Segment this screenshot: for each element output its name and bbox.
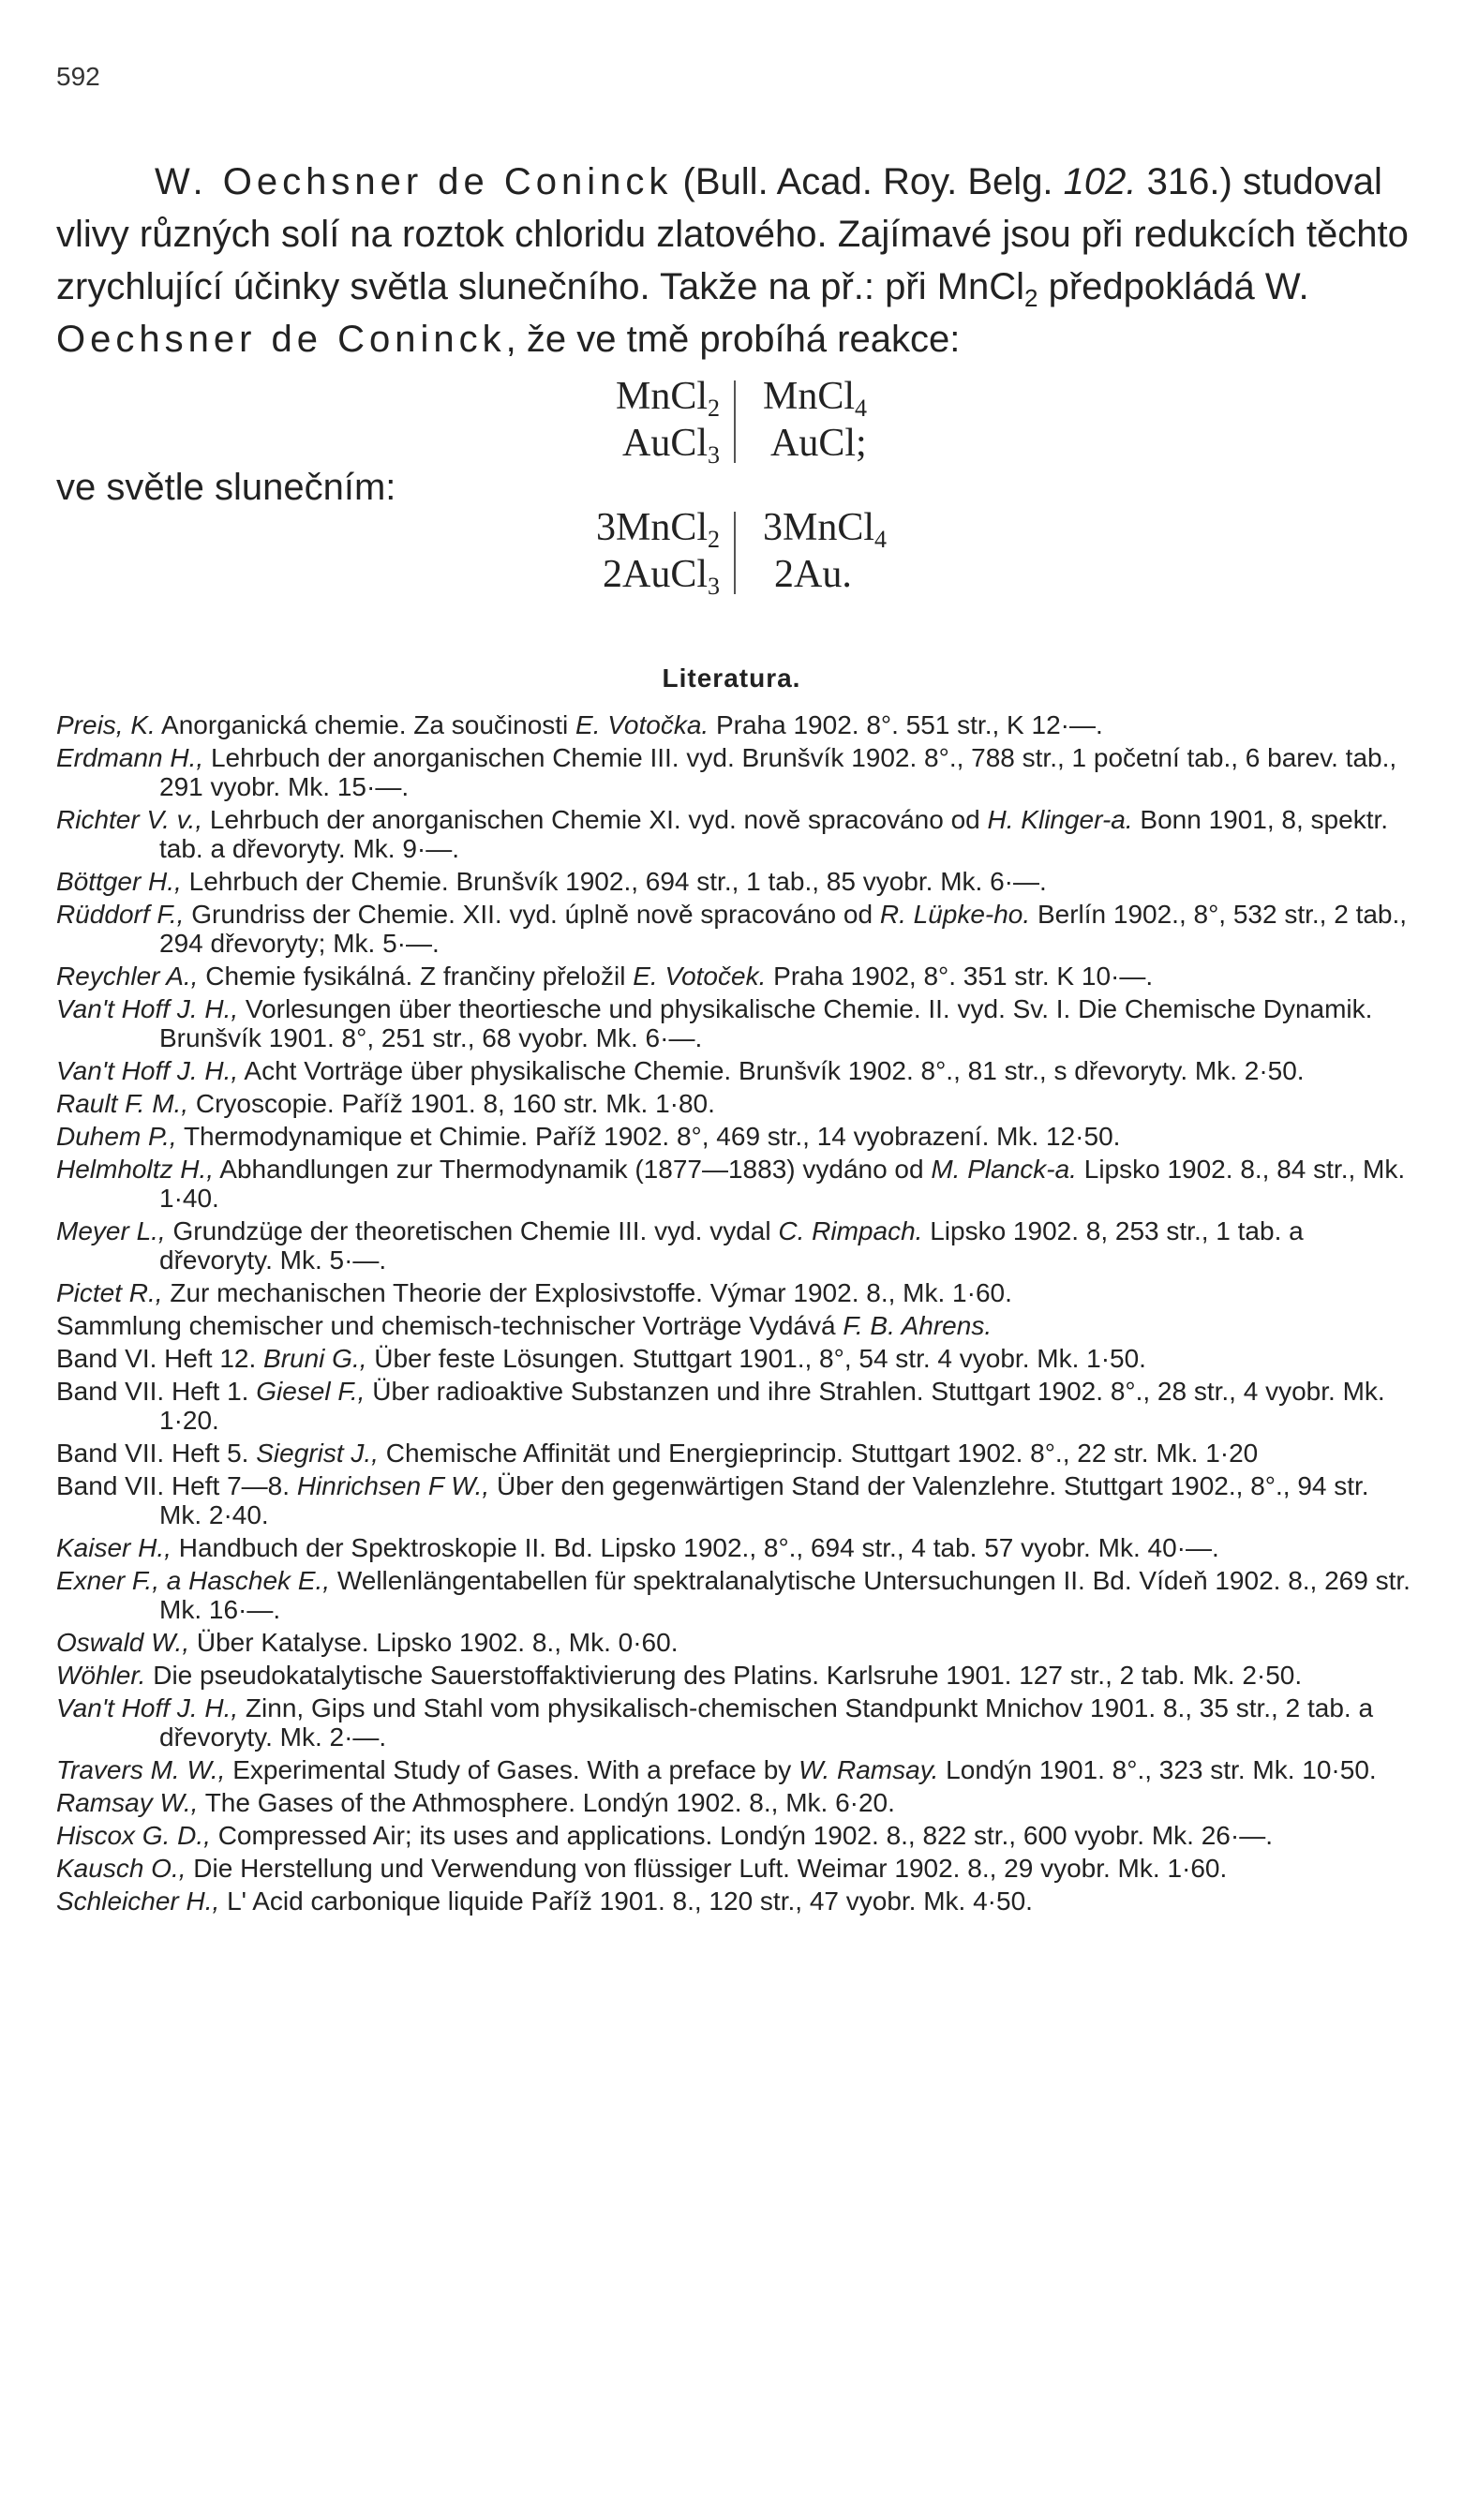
reference-text-cont: Über den gegenwärtigen Stand der Valenzlehre. Stuttgart 1902., 8°., 94 str. Mk. 2·40.	[159, 1471, 1369, 1529]
reference-author: Duhem P.,	[56, 1122, 177, 1151]
author-name: Oechsner de Coninck	[56, 319, 506, 360]
reference-entry	[56, 805, 1415, 863]
reference-author: Schleicher H.,	[56, 1886, 220, 1916]
reference-entry	[56, 1628, 1415, 1657]
reference-entry	[56, 1886, 1415, 1916]
reference-italic: Giesel F.,	[256, 1377, 366, 1406]
reference-entry	[56, 1439, 1415, 1468]
reference-entry	[56, 1755, 1415, 1784]
reference-italic: M. Planck-a.	[931, 1155, 1077, 1184]
reference-text: Lehrbuch der anorganischen Chemie III. vyd. Brunšvík 1902. 8°., 788 str., 1 početní tab., 6 barev. tab., 291 vyobr. Mk. 15·—.	[159, 743, 1397, 801]
reference-author: Böttger H.,	[56, 867, 182, 896]
reference-text: The Gases of the Athmosphere. Londýn 1902. 8., Mk. 6·20.	[198, 1788, 895, 1817]
citation-page: 316.)	[1136, 161, 1232, 202]
reference-italic: R. Lüpke-ho.	[879, 900, 1031, 929]
reference-text: Die pseudokatalytische Sauerstoffaktivierung des Platins. Karlsruhe 1901. 127 str., 2 tab. Mk. 2·50.	[145, 1661, 1303, 1690]
reference-italic: Siegrist J.,	[256, 1439, 379, 1468]
reference-author: Richter V. v.,	[56, 805, 203, 834]
reference-entry	[56, 1311, 1415, 1340]
reaction-divider	[734, 380, 736, 463]
reference-author: Kaiser H.,	[56, 1533, 172, 1562]
reference-italic: H. Klinger-a.	[987, 805, 1133, 834]
formula-right-1: MnCl$_4$	[763, 375, 868, 422]
reference-entry	[56, 1854, 1415, 1883]
sunlight-label: ve světle slunečním:	[56, 467, 396, 508]
reference-entry	[56, 1533, 1415, 1562]
reference-entry	[56, 743, 1415, 801]
reference-text-cont: Praha 1902. 8°. 551 str., K 12·—.	[709, 710, 1103, 739]
reference-author: Erdmann H.,	[56, 743, 204, 772]
reference-entry	[56, 1278, 1415, 1307]
reference-entry	[56, 1056, 1415, 1085]
reference-author: Rault F. M.,	[56, 1089, 189, 1118]
citation-text: (Bull. Acad. Roy. Belg.	[682, 161, 1064, 202]
reference-italic: W. Ramsay.	[799, 1755, 939, 1784]
reference-entry	[56, 900, 1415, 958]
reference-author: Hiscox G. D.,	[56, 1821, 211, 1850]
reference-text: Grundzüge der theoretischen Chemie III. vyd. vydal	[165, 1216, 779, 1245]
reference-entry	[56, 1788, 1415, 1817]
formula-left-2: 2AuCl$_3$	[602, 553, 720, 600]
reference-entry	[56, 994, 1415, 1052]
reference-text-cont: Praha 1902, 8°. 351 str. K 10·—.	[766, 962, 1154, 991]
reference-text: Handbuch der Spektroskopie II. Bd. Lipsko 1902., 8°., 694 str., 4 tab. 57 vyobr. Mk. 40·—.	[171, 1533, 1219, 1562]
reference-text: Experimental Study of Gases. With a preface by	[225, 1755, 799, 1784]
reference-text: Wellenlängentabellen für spektralanalytische Untersuchungen II. Bd. Vídeň 1902. 8., 269 str. Mk. 16·—.	[159, 1566, 1411, 1624]
literature-heading: Literatura.	[662, 664, 801, 693]
reference-text-cont: Lipsko 1902. 8, 253 str., 1 tab. a dřevoryty. Mk. 5·—.	[159, 1216, 1304, 1275]
reference-author: Van't Hoff J. H.,	[56, 1056, 239, 1085]
reference-text: Thermodynamique et Chimie. Paříž 1902. 8°, 469 str., 14 vyobrazení. Mk. 12·50.	[176, 1122, 1121, 1151]
reference-entry	[56, 1122, 1415, 1151]
reference-text-cont: Über feste Lösungen. Stuttgart 1901., 8°, 54 str. 4 vyobr. Mk. 1·50.	[366, 1344, 1146, 1373]
reference-author: Van't Hoff J. H.,	[56, 994, 239, 1023]
formula-left-2: AuCl$_3$	[621, 422, 720, 469]
intro-text-3: , že ve tmě probíhá reakce:	[505, 319, 961, 360]
reference-text: Band VII. Heft 5.	[56, 1439, 257, 1468]
reference-entry	[56, 1089, 1415, 1118]
page-number: 592	[56, 62, 100, 91]
reference-text-cont: Lipsko 1902. 8., 84 str., Mk. 1·40.	[159, 1155, 1406, 1213]
reference-author: Pictet R.,	[56, 1278, 163, 1307]
reference-text: Chemie fysikálná. Z frančiny přeložil	[198, 962, 634, 991]
reference-entry	[56, 1344, 1415, 1373]
reference-entry	[56, 1377, 1415, 1435]
intro-text-2: předpokládá W.	[1038, 266, 1309, 307]
reference-text: Die Herstellung und Verwendung von flüssiger Luft. Weimar 1902. 8., 29 vyobr. Mk. 1·60.	[186, 1854, 1228, 1883]
reference-text: Lehrbuch der Chemie. Brunšvík 1902., 694 str., 1 tab., 85 vyobr. Mk. 6·—.	[181, 867, 1047, 896]
reference-text: Band VII. Heft 1.	[56, 1377, 257, 1406]
reference-author: Oswald W.,	[56, 1628, 190, 1657]
reference-text: Grundriss der Chemie. XII. vyd. úplně nově spracováno od	[184, 900, 880, 929]
reference-entry	[56, 1693, 1415, 1752]
reference-author: Helmholtz H.,	[56, 1155, 215, 1184]
reference-text: Anorganická chemie. Za součinosti	[155, 710, 576, 739]
reference-author: Wöhler.	[56, 1661, 146, 1690]
reference-entry	[56, 710, 1415, 739]
reference-text: Abhandlungen zur Thermodynamik (1877—1883) vydáno od	[214, 1155, 932, 1184]
reaction-divider	[734, 512, 736, 594]
reference-author: Exner F., a Haschek E.,	[56, 1566, 331, 1595]
reference-entry	[56, 1155, 1415, 1213]
reference-text: Band VII. Heft 7—8.	[56, 1471, 297, 1500]
intro-text-1: studoval vlivy různých solí na roztok chloridu zlatového. Zajímavé jsou při redukcích těchto zrychlující účinky světla slunečního. Takže na př.: při MnCl	[56, 161, 1409, 307]
reference-italic: C. Rimpach.	[778, 1216, 923, 1245]
reference-italic: E. Votočka.	[575, 710, 709, 739]
formula-left-1: MnCl$_2$	[615, 375, 720, 422]
reference-text: Über Katalyse. Lipsko 1902. 8., Mk. 0·60.	[189, 1628, 679, 1657]
intro-paragraph	[56, 156, 1415, 365]
formula-left-1: 3MnCl$_2$	[595, 506, 720, 553]
reference-text: Sammlung chemischer und chemisch-technischer Vorträge Vydává	[56, 1311, 843, 1340]
reference-entry	[56, 962, 1415, 991]
reference-text-cont: Londýn 1901. 8°., 323 str. Mk. 10·50.	[938, 1755, 1377, 1784]
reference-text-cont: Berlín 1902., 8°, 532 str., 2 tab., 294 dřevoryty; Mk. 5·—.	[159, 900, 1408, 958]
reference-italic: F. B. Ahrens.	[843, 1311, 993, 1340]
reference-italic: E. Votoček.	[633, 962, 767, 991]
reference-text: Zinn, Gips und Stahl vom physikalisch-chemischen Standpunkt Mnichov 1901. 8., 35 str., 2 tab. a dřevoryty. Mk. 2·—.	[159, 1693, 1374, 1752]
reference-text: L' Acid carbonique liquide Paříž 1901. 8., 120 str., 47 vyobr. Mk. 4·50.	[219, 1886, 1033, 1916]
citation-volume: 102.	[1063, 161, 1137, 202]
reference-entry	[56, 1661, 1415, 1690]
reaction-dark	[0, 373, 1463, 467]
formula-right-1: 3MnCl$_4$	[763, 506, 888, 553]
reference-author: Preis, K.	[56, 710, 156, 739]
reference-author: Rüddorf F.,	[56, 900, 185, 929]
reference-text: Band VI. Heft 12.	[56, 1344, 264, 1373]
subscript: 2	[1024, 284, 1038, 312]
reference-entry	[56, 1821, 1415, 1850]
reference-text-cont: Bonn 1901, 8, spektr. tab. a dřevoryty. Mk. 9·—.	[159, 805, 1389, 863]
reference-author: Van't Hoff J. H.,	[56, 1693, 239, 1722]
reaction-light	[0, 504, 1463, 598]
reference-text: Vorlesungen über theortiesche und physikalische Chemie. II. vyd. Sv. I. Die Chemische Dynamik. Brunšvík 1901. 8°, 251 str., 68 vyobr. Mk. 6·—.	[159, 994, 1373, 1052]
reference-entry	[56, 1216, 1415, 1275]
reference-entry	[56, 1471, 1415, 1529]
reference-text-cont: Über radioaktive Substanzen und ihre Strahlen. Stuttgart 1902. 8°., 28 str., 4 vyobr. Mk. 1·20.	[159, 1377, 1385, 1435]
formula-right-2: 2Au.	[774, 553, 852, 596]
reference-author: Reychler A.,	[56, 962, 199, 991]
reference-text: Lehrbuch der anorganischen Chemie XI. vyd. nově spracováno od	[202, 805, 988, 834]
reference-entry	[56, 1566, 1415, 1624]
reference-text: Acht Vorträge über physikalische Chemie. Brunšvík 1902. 8°., 81 str., s dřevoryty. Mk. 2·50.	[238, 1056, 1305, 1085]
reference-text: Zur mechanischen Theorie der Explosivstoffe. Výmar 1902. 8., Mk. 1·60.	[162, 1278, 1012, 1307]
reference-author: Kausch O.,	[56, 1854, 187, 1883]
reference-entry	[56, 867, 1415, 896]
reference-text: Cryoscopie. Paříž 1901. 8, 160 str. Mk. 1·80.	[188, 1089, 715, 1118]
reference-italic: Hinrichsen F W.,	[296, 1471, 490, 1500]
reference-italic: Bruni G.,	[263, 1344, 367, 1373]
reference-text: Compressed Air; its uses and applications. Londýn 1902. 8., 822 str., 600 vyobr. Mk. 26·—.	[210, 1821, 1273, 1850]
formula-right-2: AuCl;	[770, 422, 867, 465]
reference-list	[56, 710, 1415, 1919]
reference-author: Ramsay W.,	[56, 1788, 199, 1817]
reference-author: Travers M. W.,	[56, 1755, 226, 1784]
author-name: W. Oechsner de Coninck	[155, 161, 673, 202]
reference-author: Meyer L.,	[56, 1216, 166, 1245]
reference-text-cont: Chemische Affinität und Energieprincip. Stuttgart 1902. 8°., 22 str. Mk. 1·20	[378, 1439, 1259, 1468]
